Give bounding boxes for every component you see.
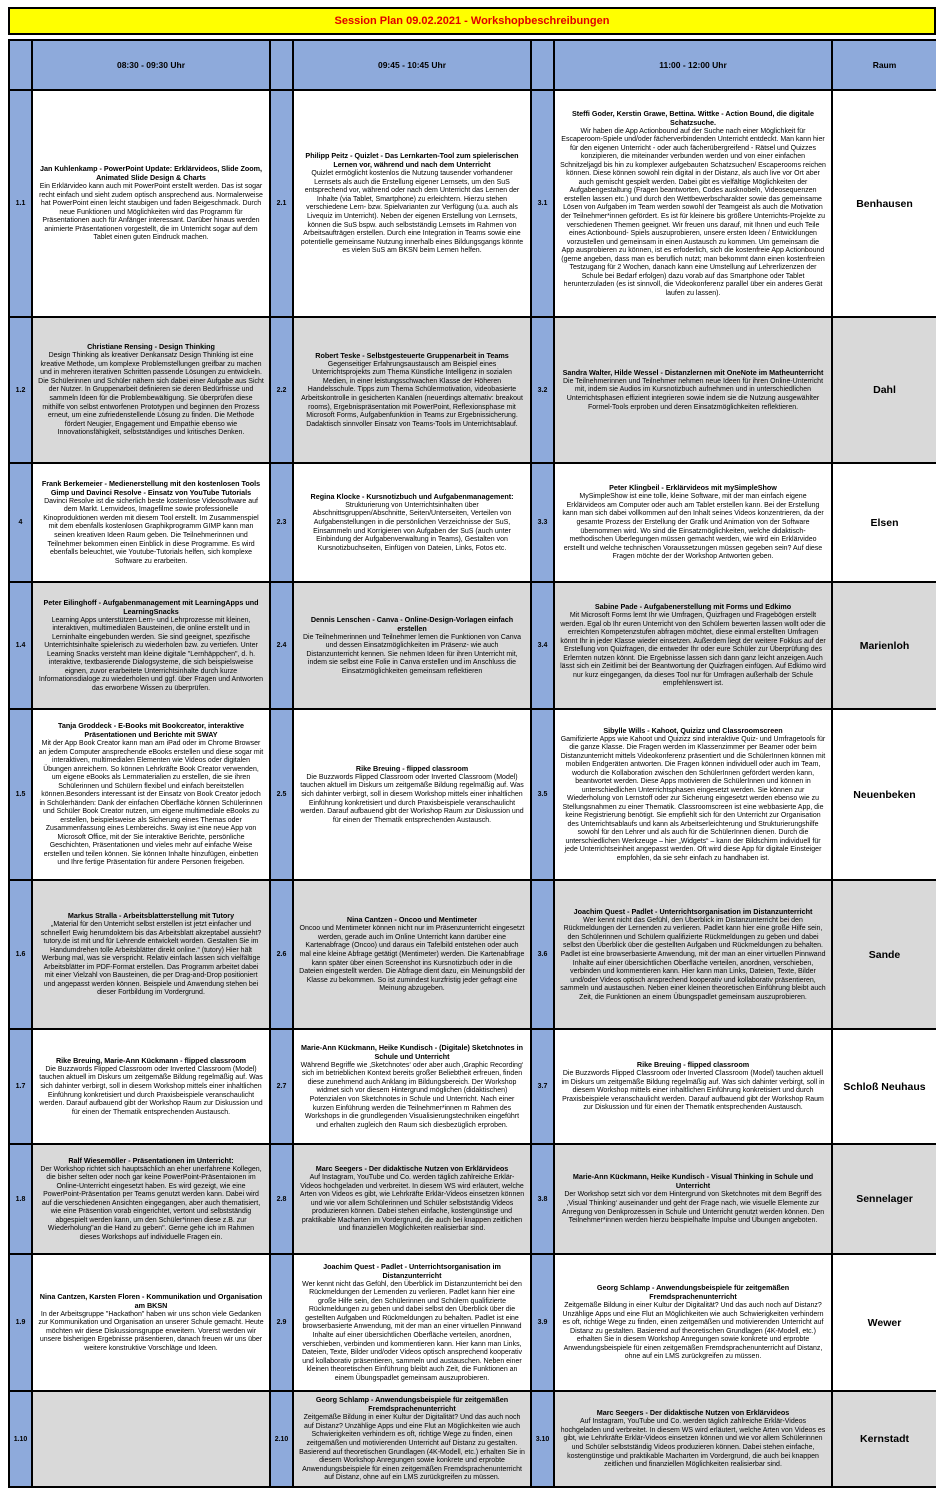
workshop-title: Joachim Quest - Padlet - Unterrichtsorganisation im Distanzunterricht — [323, 1261, 501, 1280]
session-id: 2.8 — [271, 1145, 292, 1253]
workshop-cell — [33, 710, 269, 879]
workshop-description: Zeitgemäße Bildung in einer Kultur der Digitalität? Und das auch noch auf Distanz? Unzählige Apps und eine Flut an Möglichkeiten wie auch Schwierigkeiten verhindern es oft, richtige Wege zu finden, einen zeitgemäßen und motivierenden Unterricht auf Distanz zu gestalten. Basierend auf theoretischen Grundlagen (4K-Modell, etc.) erhalten Sie in diesem Workshop Anregungen sowie konkrete und erprobte Anwendungsbeispiele für einen zeitgemäßen Fremdsprachenunterricht auf Distanz, ohne auf ein LMS zurückgreifen zu müssen. — [562, 1302, 824, 1361]
header-timeslot-2: 09:45 - 10:45 Uhr — [294, 41, 530, 89]
workshop-title: Joachim Quest - Padlet - Unterrichtsorganisation im Distanzunterricht — [573, 906, 813, 916]
session-id: 3.2 — [532, 318, 553, 462]
workshop-description: Auf Instagram, YouTube und Co. werden täglich zahlreiche Erklär-Videos hochgeladen und verbreitet. In diesem WS wird erläutert, welche Arten von Videos es gibt, wie Lehrkräfte Erklär-Videos einsetzen können und wie vor allem Schülerinnen und Schüler selbstständig Videos produzieren können. Dabei stehen einfache, kostengünstige und praktikable Macharten im Vordergrund, die auch bei knappen zeitlichen und finanziellen Möglichkeiten realisierbar sind. — [299, 1174, 525, 1233]
workshop-cell — [555, 583, 831, 708]
workshop-description: Quizlet ermöglicht kostenlos die Nutzung tausender vorhandener Lernsets als auch die Erstellung eigener Lernsets, um den SuS entsprechend vor, während oder nach dem Unterricht das Lernen der Inhalte (via Tablet, Smartphone) zu erleichtern. Hierzu stehen verschiedene Lern- bzw. Spielvarianten zur Verfügung (u.a. auch als Livequiz im Unterricht). Neben der eigenen Erstellung von Lernsets, können die SuS bspw. auch selbstständig Lernsets im Rahmen von Arbeitsaufträgen erstellen. Durch eine Integration in Teams sowie eine potentielle gemeinsame Nutzung innerhalb eines Bildungsgangs könnte es vielen SuS am BKSN beim Lernen helfen. — [300, 170, 524, 255]
workshop-cell — [294, 318, 530, 462]
room-cell: Sande — [833, 881, 936, 1028]
workshop-description: Die Teilnehmerinnen und Teilnehmer nehmen neue Ideen für ihren Online-Unterricht mit, indem sie Audios im Kursnotizbuch aufnehmen und in unterschiedlichen Unterrichtsphasen effizient integrieren sowie indem sie die Nutzung ausgewählter Formel-Tools erproben und deren Einsatzmöglichkeiten reflektieren. — [562, 377, 824, 411]
workshop-title: Sibylle Wills - Kahoot, Quizizz und Classroomscreen — [603, 725, 783, 735]
table-row — [10, 881, 934, 1028]
workshop-description: Während Begriffe wie ‚Sketchnotes‘ oder aber auch ‚Graphic Recording‘ sich im betrieblichen Kontext bereits großer Beliebtheit erfreuen, finden diese zunehmend auch Anklang im Bildungsbereich. Der Workshop widmet sich vor diesem Hintergrund möglichen (didaktischen) Potenzialen von Sketchnotes in Schule und Unterricht. Nach einer kurzen Einführung werden die Teilnehmer*innen m Rahmen des Workshops in die grundlegenden Visualisierungstechniken eingeführt und erhalten zugleich den Raum sich diesbezüglich erproben. — [300, 1061, 524, 1129]
session-id: 3.4 — [532, 583, 553, 708]
workshop-description: Die Buzzwords Flipped Classroom oder Inverted Classroom (Model) tauchen aktuell im Diskurs um zeitgemäße Bildung regelmäßig auf. Was sich dahinter verbirgt, soll in diesem Workshop mittels einer inhaltlichen Einführung konkretisiert und durch Praxisbeispiele veranschaulicht werden. Darauf aufbauend gibt der Workshop Raum zur Diskussion und für einen der Thematik entsprechenden Austausch. — [300, 773, 524, 824]
table-row — [10, 91, 934, 316]
header-timeslot-1: 08:30 - 09:30 Uhr — [33, 41, 269, 89]
workshop-cell — [33, 881, 269, 1028]
table-row — [10, 1255, 934, 1390]
workshop-cell — [33, 1392, 269, 1486]
table-row — [10, 1145, 934, 1253]
workshop-cell — [33, 583, 269, 708]
session-id: 1.8 — [10, 1145, 31, 1253]
session-id: 2.3 — [271, 464, 292, 581]
workshop-description: Davinci Resolve ist die sicherlich beste kostenlose Videosoftware auf dem Markt. Lernvideos, Imagefilme sowie professionelle Kinoproduktionen werden mit diesem Tool erstellt. Im Zusammenspiel mit dem ebenfalls kostenlosen Graphikprogramm GIMP kann man seinen kreativen Ideen Raum geben. Die Teilnehmerinnen und Teilnehmer bekommen einen Einblick in diese Programme. Es wird ebenfalls beleuchtet, wie Youtube-Tutorials helfen, sich komplexe Software zu erarbeiten. — [43, 497, 259, 565]
session-id: 1.9 — [10, 1255, 31, 1390]
session-id: 2.10 — [271, 1392, 292, 1486]
session-id: 2.2 — [271, 318, 292, 462]
workshop-cell — [33, 1030, 269, 1143]
workshop-description: Die Buzzwords Flipped Classroom oder Inverted Classroom (Model) tauchen aktuell im Diskurs um zeitgemäße Bildung regelmäßig auf. Was sich dahinter verbirgt, soll in diesem Workshop mittels einer inhaltlichen Einführung konkretisiert und durch Praxisbeispiele veranschaulicht werden. Darauf aufbauend gibt der Workshop Raum zur Diskussion und für einen der Thematik entsprechenden Austausch. — [39, 1065, 263, 1116]
workshop-title: Dennis Lenschen - Canva - Online-Design-Vorlagen einfach erstellen — [310, 614, 514, 633]
workshop-description: Strukturierung von Unterrichtsinhalten über Abschnittsgruppen/Abschnitte, Seiten/Unterseiten, Verteilen von Aufgabenstellungen in die persönlichen Verzeichnisse der SuS, Einsammeln und Korrigieren von Aufgaben der SuS (auch unter Einbindung der Aufgabenverwaltung in Teams), Gestalten von Kursnotizbuchseiten, Einfügen von Dateien, Links, Fotos etc. — [312, 501, 512, 552]
session-id: 2.7 — [271, 1030, 292, 1143]
workshop-cell — [555, 464, 831, 581]
workshop-description: Auf Instagram, YouTube und Co. werden täglich zahlreiche Erklär-Videos hochgeladen und verbreitet. In diesem WS wird erläutert, welche Arten von Videos es gibt, wie Lehrkräfte Erklär-Videos einsetzen können und wie vor allem Schülerinnen und Schüler selbstständig Videos produzieren können. Dabei stehen einfache, kostengünstige und praktikable Macharten im Vordergrund, die auch bei knappen zeitlichen und finanziellen Möglichkeiten realisierbar sind. — [560, 1418, 826, 1469]
workshop-title: Christiane Rensing - Design Thinking — [87, 342, 215, 352]
session-id: 2.5 — [271, 710, 292, 879]
header-spacer — [271, 41, 292, 89]
session-id: 3.6 — [532, 881, 553, 1028]
workshop-description: Zeitgemäße Bildung in einer Kultur der Digitalität? Und das auch noch auf Distanz? Unzählige Apps und eine Flut an Möglichkeiten wie auch Schwierigkeiten verhindern es oft, richtige Wege zu finden, einen zeitgemäßen und motivierenden Unterricht auf Distanz zu gestalten. Basierend auf theoretischen Grundlagen (4K-Modell, etc.) erhalten Sie in diesem Workshop Anregungen sowie konkrete und erprobte Anwendungsbeispiele für einen zeitgemäßen Fremdsprachenunterricht auf Distanz, ohne auf ein LMS zurückgreifen zu müssen. — [299, 1414, 525, 1482]
workshop-description: Der Workshop richtet sich hauptsächlich an eher unerfahrene Kollegen, die bisher selten oder noch gar keine PowerPoint-Präsentaionen im Online-Unterricht eingesetzt haben. Es wird gezeigt, wie eine PowerPoint-Präsentation per Teams genutzt werden kann. Dabei wird auf die verschiedenen Ansichten eingegangen, aber auch thematisiert, wie eine Präsention vorab eingerichtet, vertont und selbstständig abgespielt werden kann, um den Schüler*innen diese z.B. zur Wiederholung"an die Hand zu geben". Gerne gehe ich im Rahmen dieses Workshops auf individuelle Fragen ein. — [40, 1165, 262, 1241]
workshop-description: „Material für den Unterricht selbst erstellen ist jetzt einfacher und schneller! Ewig herumdoktern bis das Arbeitsblatt akzeptabel aussieht? tutory.de ist mit und für Lehrende entwickelt worden. Gestalten Sie im Handumdrehen tolle Arbeitsblätter direkt online.“ (tutory) Hier hält Werbung mal, was sie verspricht. Relativ einfach lassen sich vielfältige Arbeitsblätter im PDF-Format erstellen. Das Programm arbeitet dabei mit einer Vielzahl von Bausteinen, die per Drag-and-Drop positioniert und angepasst werden können. Beispiele und Anwendung stehen bei dieser Fortbildung im Vordergrund. — [40, 921, 262, 997]
workshop-description: Learning Apps unterstützen Lern- und Lehrprozesse mit kleinen, interaktiven, multimedialen Bausteinen, die online erstellt und in Lerninhalte eingebunden werden. Sie sind geeignet, spezifische Unterrichtsinhalte spielerisch zu wiederholen bzw. zu vertiefen. Unter Learning Snacks versteht man kleine digitale "Lernhäppchen", d. h. interaktive, textbasierende Dialogsysteme, die sich beispielsweise eignen, zuvor erarbeitete Unterrichtsinhalte durch kurze Informationsdialoge zu wiederholen und ggf. über Fragen und Antworten das erworbene Wissen zu überprüfen. — [38, 616, 264, 692]
table-row — [10, 318, 934, 462]
table-row — [10, 710, 934, 879]
workshop-title: Sandra Walter, Hilde Wessel - Distanzlernen mit OneNote im Matheunterricht — [562, 367, 824, 377]
workshop-title: Rike Breuing - flipped classroom — [355, 763, 469, 773]
workshop-cell — [294, 91, 530, 316]
session-id: 2.1 — [271, 91, 292, 316]
session-id: 3.9 — [532, 1255, 553, 1390]
room-cell: Wewer — [833, 1255, 936, 1390]
workshop-cell — [294, 1145, 530, 1253]
workshop-title: Frank Berkemeier - Medienerstellung mit den kostenlosen Tools Gimp und Davinci Resolve - Einsatz von YouTube Tutorials — [41, 478, 261, 497]
workshop-cell — [33, 91, 269, 316]
workshop-cell — [294, 710, 530, 879]
workshop-cell — [555, 1255, 831, 1390]
workshop-title: Ralf Wiesemöller - Präsentationen im Unterricht: — [68, 1155, 234, 1165]
workshop-title: Georg Schlamp - Anwendungsbeispiele für zeitgemäßen Fremdsprachenunterricht — [315, 1395, 509, 1414]
workshop-title: Sabine Pade - Aufgabenerstellung mit Forms und Edkimo — [594, 602, 792, 612]
workshop-title: Marc Seegers - Der didaktische Nutzen von Erklärvideos — [596, 1408, 790, 1418]
workshop-description: Die Teilnehmerinnen und Teilnehmer lernen die Funktionen von Canva und dessen Einsatzmöglichkeiten im Präsenz- wie auch Distanzunterricht kennen. Sie nehmen Ideen für ihren Unterricht mit, indem sie selbst eine Folie in Canva erstellen und im Anschluss die Einsatzmöglichkeiten gemeinsam reflektieren — [302, 633, 522, 675]
workshop-title: Peter Klingbeil - Erklärvideos mit mySimpleShow — [609, 483, 777, 493]
workshop-description: Mit der App Book Creator kann man am iPad oder im Chrome Browser an jedem Computer ansprechende eBooks erstellen und diese sogar mit interaktiven, multimedialen Elementen wie Videos oder digitalen Übungen anreichern. So können Lehrkräfte Book Creator verwenden, um eigene eBooks als Lernmaterialien zu erstellen, die sie ihren Schülerinnen und Schülern flexibel und einfach bereitstellen können.Besonders interessant ist der Einsatz von Book Creator jedoch in Schülerhänden: Dank der einfachen Oberfläche können Schülerinnen und Schüler Book Creator nutzen, um eigene multimediale eBooks zu erstellen, beispielsweise als Sicherung eines Themas oder Zusammenfassung eines Lernbereichs. Sway ist eine neue App von Microsoft Office, mit der Sie interaktive Berichte, persönliche Geschichten, Präsentationen und vieles mehr auf einfache Weise erstellen und teilen können. Sie können Inhalte hinzufügen, einbetten und Ihre fertige Präsentation für andere Personen freigeben. — [38, 740, 264, 867]
workshop-title: Jan Kuhlenkamp - PowerPoint Update: Erklärvideos, Slide Zoom, Animated Slide Design & Charts — [39, 164, 263, 183]
session-id: 3.5 — [532, 710, 553, 879]
workshop-title: Marc Seegers - Der didaktische Nutzen von Erklärvideos — [315, 1164, 509, 1174]
room-cell: Schloß Neuhaus — [833, 1030, 936, 1143]
workshop-title: Markus Stralla - Arbeitsblatterstellung mit Tutory — [67, 911, 235, 921]
workshop-title: Nina Cantzen - Oncoo und Mentimeter — [346, 915, 478, 925]
session-id: 3.10 — [532, 1392, 553, 1486]
header-timeslot-3: 11:00 - 12:00 Uhr — [555, 41, 831, 89]
workshop-cell — [294, 464, 530, 581]
session-id: 3.3 — [532, 464, 553, 581]
room-cell: Elsen — [833, 464, 936, 581]
session-id: 4 — [10, 464, 31, 581]
room-cell: Kernstadt — [833, 1392, 936, 1486]
table-row — [10, 1030, 934, 1143]
workshop-cell — [555, 710, 831, 879]
workshop-description: Wer kennt nicht das Gefühl, den Überblick im Distanzunterricht bei den Rückmeldungen der Lernenden zu verlieren. Padlet kann hier eine große Hilfe sein, den Schülerinnen und Schülern qualifizierte Rückmeldungen zu geben und dabei selbst den Überblick über die gestellten Aufgaben und Rückmeldungen zu behalten. Padlet ist eine browserbasierte Anwendung, mit der man an einer virtuellen Pinnwand Inhalte auf einer übersichtlichen Oberfläche verteilen, anordnen, verschieben, verbinden und kommentieren kann. Hier kann man Links, Dateien, Texte, Bilder und/oder Videos optisch ansprechend kooperativ und kollaborativ präsentieren, sammeln und austauschen. Neben einer kleinen theoretischen Einführung bleibt auch Zeit, die Funktionen an einem Übungspadlet gemeinsam auszuprobieren. — [560, 916, 826, 1001]
workshop-cell — [33, 318, 269, 462]
workshop-description: Wir haben die App Actionbound auf der Suche nach einer Möglichkeit für Escaperoom-Spiele und/oder fächerverbindenden Unterricht entdeckt. Man kann hier für den eigenen Unterricht - oder auch fächerübergreifend - Rätsel und Quizzes konzipieren, die miteinander verbunden werden und von einer einfachen Schnitzeljagd bis hin zu komplexer aufgebauten Schatzsuchen/ Escaperooms reichen können. Diese können sowohl rein digital in der Distanz, als auch live vor Ort aber auch gemischt gespielt werden. Dabei gibt es vielfältige Möglichkeiten der Aufgabengestaltung (Fragen beantworten, Codes ausknobeln, Videosequenzen erstellen lassen etc.) und durch den Wettbewerbscharakter sowie das gemeinsame Lösen von Aufgaben im Team werden sowohl der Teamgeist als auch die Motivation der Teilnehmer*innen gefördert. Es ist für kleinere bis größere Unterrichts-Projekte zu verschiedenen Themen geeignet. Wir freuen uns darauf, mit Ihnen und euch Teile eines Actionbound- Spiels auszuprobieren, unsere ersten Ideen / Entwicklungen vorzustellen und gemeinsam in einen Austausch zu kommen. Um gemeinsam die App ausprobieren zu können, ist es erfoderlich, sich die kostenfreie App Actionbound (gerne angeben, dass man es beruflich nutzt; man bekommt dann einen kostenfreien Testzugang für 2 Wochen, danach kann eine Umstellung auf Lehrerlizenzen der Schule bei Bedarf erfolgen) dazu vorab auf das Smartphone oder Tablet herunterzuladen (es ist sinnvoll, die Videokonferenz parallel über ein anderes Gerät laufen zu lassen). — [560, 127, 826, 297]
workshop-title: Nina Cantzen, Karsten Floren - Kommunikation und Organisation am BKSN — [39, 1291, 263, 1310]
session-id: 3.7 — [532, 1030, 553, 1143]
workshop-description: Die Buzzwords Flipped Classroom oder Inverted Classroom (Model) tauchen aktuell im Diskurs um zeitgemäße Bildung regelmäßig auf. Was sich dahinter verbirgt, soll in diesem Workshop mittels einer inhaltlichen Einführung konkretisiert und durch Praxisbeispiele veranschaulicht werden. Darauf aufbauend gibt der Workshop Raum zur Diskussion und für einen der Thematik entsprechenden Austausch. — [561, 1070, 825, 1112]
session-id: 1.5 — [10, 710, 31, 879]
workshop-cell — [294, 1392, 530, 1486]
workshop-cell — [555, 1145, 831, 1253]
workshop-description: MySimpleShow ist eine tolle, kleine Software, mit der man einfach eigene Erklärvideos am Computer oder auch am Tablet erstellen kann. Bei der Erstellung kann man sich dabei vollkommen auf den Inhalt seines Videos konzentrieren, da der gesamte Prozess der Erstellung der Grafik und Animation von der Software übernommen wird. Wo sind die Einsatzmöglichkeiten, welche didaktisch-methodischen Überlegungen müssen gemacht werden, wie wird ein Erklärvideo erstellt und welche technischen Voraussetzungen müssen gegeben sein? Auf diese Fragen möchte der der Workshop Antworten geben. — [562, 493, 824, 561]
session-plan-table — [8, 39, 936, 1488]
workshop-description: Oncoo und Mentimeter können nicht nur im Präsenzunterricht eingesetzt werden, gerade auch im Online Unterricht kann darüber eine Kartenabfrage (Oncoo) und daraus ein Tafelbild entstehen oder auch mal eine kleine Abfrage getätigt (Mentimeter) werden. Die Kartenabfrage kann später über einen Screenshot ins Kursnotizbuch oder in die Dateien eingestellt werden. Die Abfrage dient dazu, ein Meinungsbild der Klasse zu bekommen. So ist zumindest kurzfristig jeder gefragt eine Meinung abzugeben. — [299, 925, 525, 993]
header-room: Raum — [833, 41, 936, 89]
workshop-cell — [33, 464, 269, 581]
workshop-title: Robert Teske - Selbstgesteuerte Gruppenarbeit in Teams — [315, 350, 509, 360]
workshop-title: Marie-Ann Kückmann, Heike Kundisch - Visual Thinking in Schule und Unterricht — [572, 1172, 814, 1191]
workshop-cell — [555, 1392, 831, 1486]
workshop-cell — [555, 881, 831, 1028]
session-id: 1.10 — [10, 1392, 31, 1486]
workshop-cell — [33, 1255, 269, 1390]
workshop-description: Wer kennt nicht das Gefühl, den Überblick im Distanzunterricht bei den Rückmeldungen der Lernenden zu verlieren. Padlet kann hier eine große Hilfe sein, den Schülerinnen und Schülern qualifizierte Rückmeldungen zu geben und dabei selbst den Überblick über die gestellten Aufgaben und Rückmeldungen zu behalten. Padlet ist eine browserbasierte Anwendung, mit der man an einer virtuellen Pinnwand Inhalte auf einer übersichtlichen Oberfläche verteilen, anordnen, verschieben, verbinden und kommentieren kann. Hier kann man Links, Dateien, Texte, Bilder und/oder Videos optisch ansprechend kooperativ und kollaborativ präsentieren, sammeln und austauschen. Neben einer kleinen theoretischen Einführung bleibt auch Zeit, die Funktionen an einem Übungspadlet gemeinsam auszuprobieren. — [302, 1280, 522, 1382]
workshop-cell — [33, 1145, 269, 1253]
workshop-cell — [294, 881, 530, 1028]
session-id: 2.4 — [271, 583, 292, 708]
session-id: 2.9 — [271, 1255, 292, 1390]
header-spacer — [10, 41, 31, 89]
session-id: 1.1 — [10, 91, 31, 316]
workshop-description: Gegenseitiger Erfahrungsaustausch am Beispiel eines Unterrichtsprojekts zum Thema Künstliche Intelligenz in sozialen Medien, in einer leistungsschwachen Klasse der Höheren Handelsschule. Tipps zum Thema Schülermotivation, videobasierte Arbeitskontrolle in gesicherten Kanälen (neuerdings alternativ: breakout rooms), Ergebnispräsentation mit PowerPoint, Reflexionsphase mit Microsoft Forms, Aufgabenfunktion in Teams zur Ergebnissicherung. Dadaktisch sinnvoller Einsatz von Teams-Tools im Unterrichtsablauf. — [301, 360, 523, 428]
room-cell: Benhausen — [833, 91, 936, 316]
table-row — [10, 464, 934, 581]
workshop-description: Ein Erklärvideo kann auch mit PowerPoint erstellt werden. Das ist sogar recht einfach und sieht zudem optisch ansprechend aus. Normalerweise hat PowerPoint einen leicht staubigen und faden Beigeschmack. Durch neue Funktionen und Möglichkeiten wird das Programm für Präsentationen auch für Anfänger interessant. Darüber hinaus werden animierte Präsentationen vorgestellt, die im Unterricht sogar auf dem Tablet einen guten Eindruck machen. — [39, 183, 263, 242]
workshop-cell — [555, 91, 831, 316]
workshop-title: Steffi Goder, Kerstin Grawe, Bettina. Wittke - Action Bound, die digitale Schatzsuche. — [571, 108, 815, 127]
workshop-title: Marie-Ann Kückmann, Heike Kundisch - (Digitale) Sketchnotes in Schule und Unterricht — [300, 1042, 524, 1061]
session-id: 1.6 — [10, 881, 31, 1028]
workshop-title: Georg Schlamp - Anwendungsbeispiele für zeitgemäßen Fremdsprachenunterricht — [596, 1283, 790, 1302]
session-id: 1.2 — [10, 318, 31, 462]
session-id: 1.4 — [10, 583, 31, 708]
room-cell: Marienloh — [833, 583, 936, 708]
room-cell: Neuenbeken — [833, 710, 936, 879]
workshop-cell — [555, 1030, 831, 1143]
session-id: 3.1 — [532, 91, 553, 316]
workshop-title: Rike Breuing, Marie-Ann Kückmann - flipped classroom — [55, 1055, 247, 1065]
page-title — [8, 7, 936, 35]
workshop-cell — [294, 1030, 530, 1143]
session-id: 1.7 — [10, 1030, 31, 1143]
workshop-title: Peter Eilinghoff - Aufgabenmanagement mit LearningApps und LearningSnacks — [43, 597, 259, 616]
workshop-description: Der Workshop setzt sich vor dem Hintergrund von Sketchnotes mit dem Begriff des ‚Visual Thinking‘ auseinander und geht der Frage nach, wie visuelle Elemente zur Anregung von Denkprozessen in Schule und Unterricht genutzt werden können. Den Teilnehmer*innen werden hierzu beispielhafte Impulse und Übungen angeboten. — [561, 1191, 825, 1225]
workshop-title: Rike Breuing - flipped classroom — [636, 1060, 750, 1070]
header-spacer — [532, 41, 553, 89]
workshop-description: Gamifizierte Apps wie Kahoot und Quizizz sind interaktive Quiz- und Umfragetools für die ganze Klasse. Die Fragen werden im Klassenzimmer per Beamer oder beim Distanzunterricht mittels Videokonferenz präsentiert und die SchülerInnen können mit mobilen Endgeräten antworten. Die Fragen können individuell oder auch im Team, wodurch die Kollaboration zwischen den SchülerInnen gefördert werden kann, beantwortet werden. Diese Apps motivieren die SchülerInnen und können in unterschiedlichen Unterrichtsphasen eingesetzt werden. Sie können zur Wiederholung von Lernstoff oder zur Sicherung eingesetzt werden ebenso wie zu Stellungsnahmen zu einer Thematik. Classroomscreen ist eine webbasierte App, die keine Registrierung benötigt. Sie empfiehlt sich für den Unterricht zur Organisation des Unterrichtsablaufs und kann als Arbeitserleichterung und Strukturierungshilfe sowohl für den Lehrer und als auch für die SchülerInnen dienen. Durch die unterschiedlichen Werkzeuge – hier „Widgets“ – kann der Bildschirm individuell für jede Unterrichtseinheit angepasst werden. Oft wird diese App für digitale Einsteiger empfohlen, da sie sehr einfach zu handhaben ist. — [560, 735, 826, 862]
workshop-title: Regina Klocke - Kursnotizbuch und Aufgabenmanagement: — [310, 491, 514, 501]
workshop-cell — [555, 318, 831, 462]
workshop-title: Tanja Groddeck - E-Books mit Bookcreator, interaktive Präsentationen und Berichte mit SWAY — [58, 721, 244, 740]
room-cell: Dahl — [833, 318, 936, 462]
workshop-title: Philipp Peitz - Quizlet - Das Lernkarten-Tool zum spielerischen Lernen vor, während und nach dem Unterricht — [305, 151, 519, 170]
table-header-row — [10, 41, 934, 89]
workshop-cell — [294, 1255, 530, 1390]
table-row — [10, 583, 934, 708]
page-title-text: Session Plan 09.02.2021 - Workshopbeschreibungen — [334, 15, 610, 27]
session-id: 3.8 — [532, 1145, 553, 1253]
workshop-description: In der Arbeitsgruppe "Hackathon" haben wir uns schon viele Gedanken zur Kommunikation und Organisation an unserer Schule gemacht. Heute möchten wir diese Diskussionsgruppe erweitern. Vorerst werden wir unsere bisherigen Ergebnisse präsentieren, danach freuen wir uns über weitere konstruktive Vorschläge und Ideen. — [38, 1310, 264, 1352]
room-cell: Sennelager — [833, 1145, 936, 1253]
workshop-description: Mit Microsoft Forms lernt Ihr wie Umfragen, Quizfragen und Fragebögen erstellt werden. Egal ob Ihr euren Unterricht von den Schülern bewerten lassen wollt oder die erreichten Kompetenzstufen abfragen möchtet, diese einmal erstellten Umfragen könnt Ihr in jeder Klasse wieder einsetzen. Außerdem liegt der weitere Fokkus auf der Erstellung von Quizfragen, die entweder Ihr oder eure Schüler zur Überprüfung des Erlernten nutzen könnt. Die Ergebnisse lassen sich dann ganz leicht anzeigen.Auch lässt sich ein Zeitlimit bei der Beantwortung der Quizfragen einfügen. Auf Edkimo wird nur kurz eingegangen, da dieses Tool nur für Umfragen außerhalb der Schule empfehlenswert ist. — [560, 612, 826, 688]
table-row — [10, 1392, 934, 1486]
session-id: 2.6 — [271, 881, 292, 1028]
workshop-cell — [294, 583, 530, 708]
workshop-description: Design Thinking als kreativer Denkansatz Design Thinking ist eine kreative Methode, um komplexe Problemstellungen greifbar zu machen und in mehreren iterativen Schritten passende Lösungen zu entwickeln. Die Schülerinnen und Schüler nähern sich dabei einer Aufgabe aus Sicht der Nutzer. In Gruppenarbeit definieren sie deren Bedürfnisse und sammeln Ideen für die Problembewältigung. Sie überprüfen diese mithilfe von selbst entworfenen Prototypen und beginnen den Prozess erneut, um eine zufriedenstellende Lösung zu finden. Die Methode fördert Neugier, Engagement und Empathie ebenso wie Innovationsfähigkeit, selbstständiges und kritisches Denken. — [38, 352, 264, 437]
